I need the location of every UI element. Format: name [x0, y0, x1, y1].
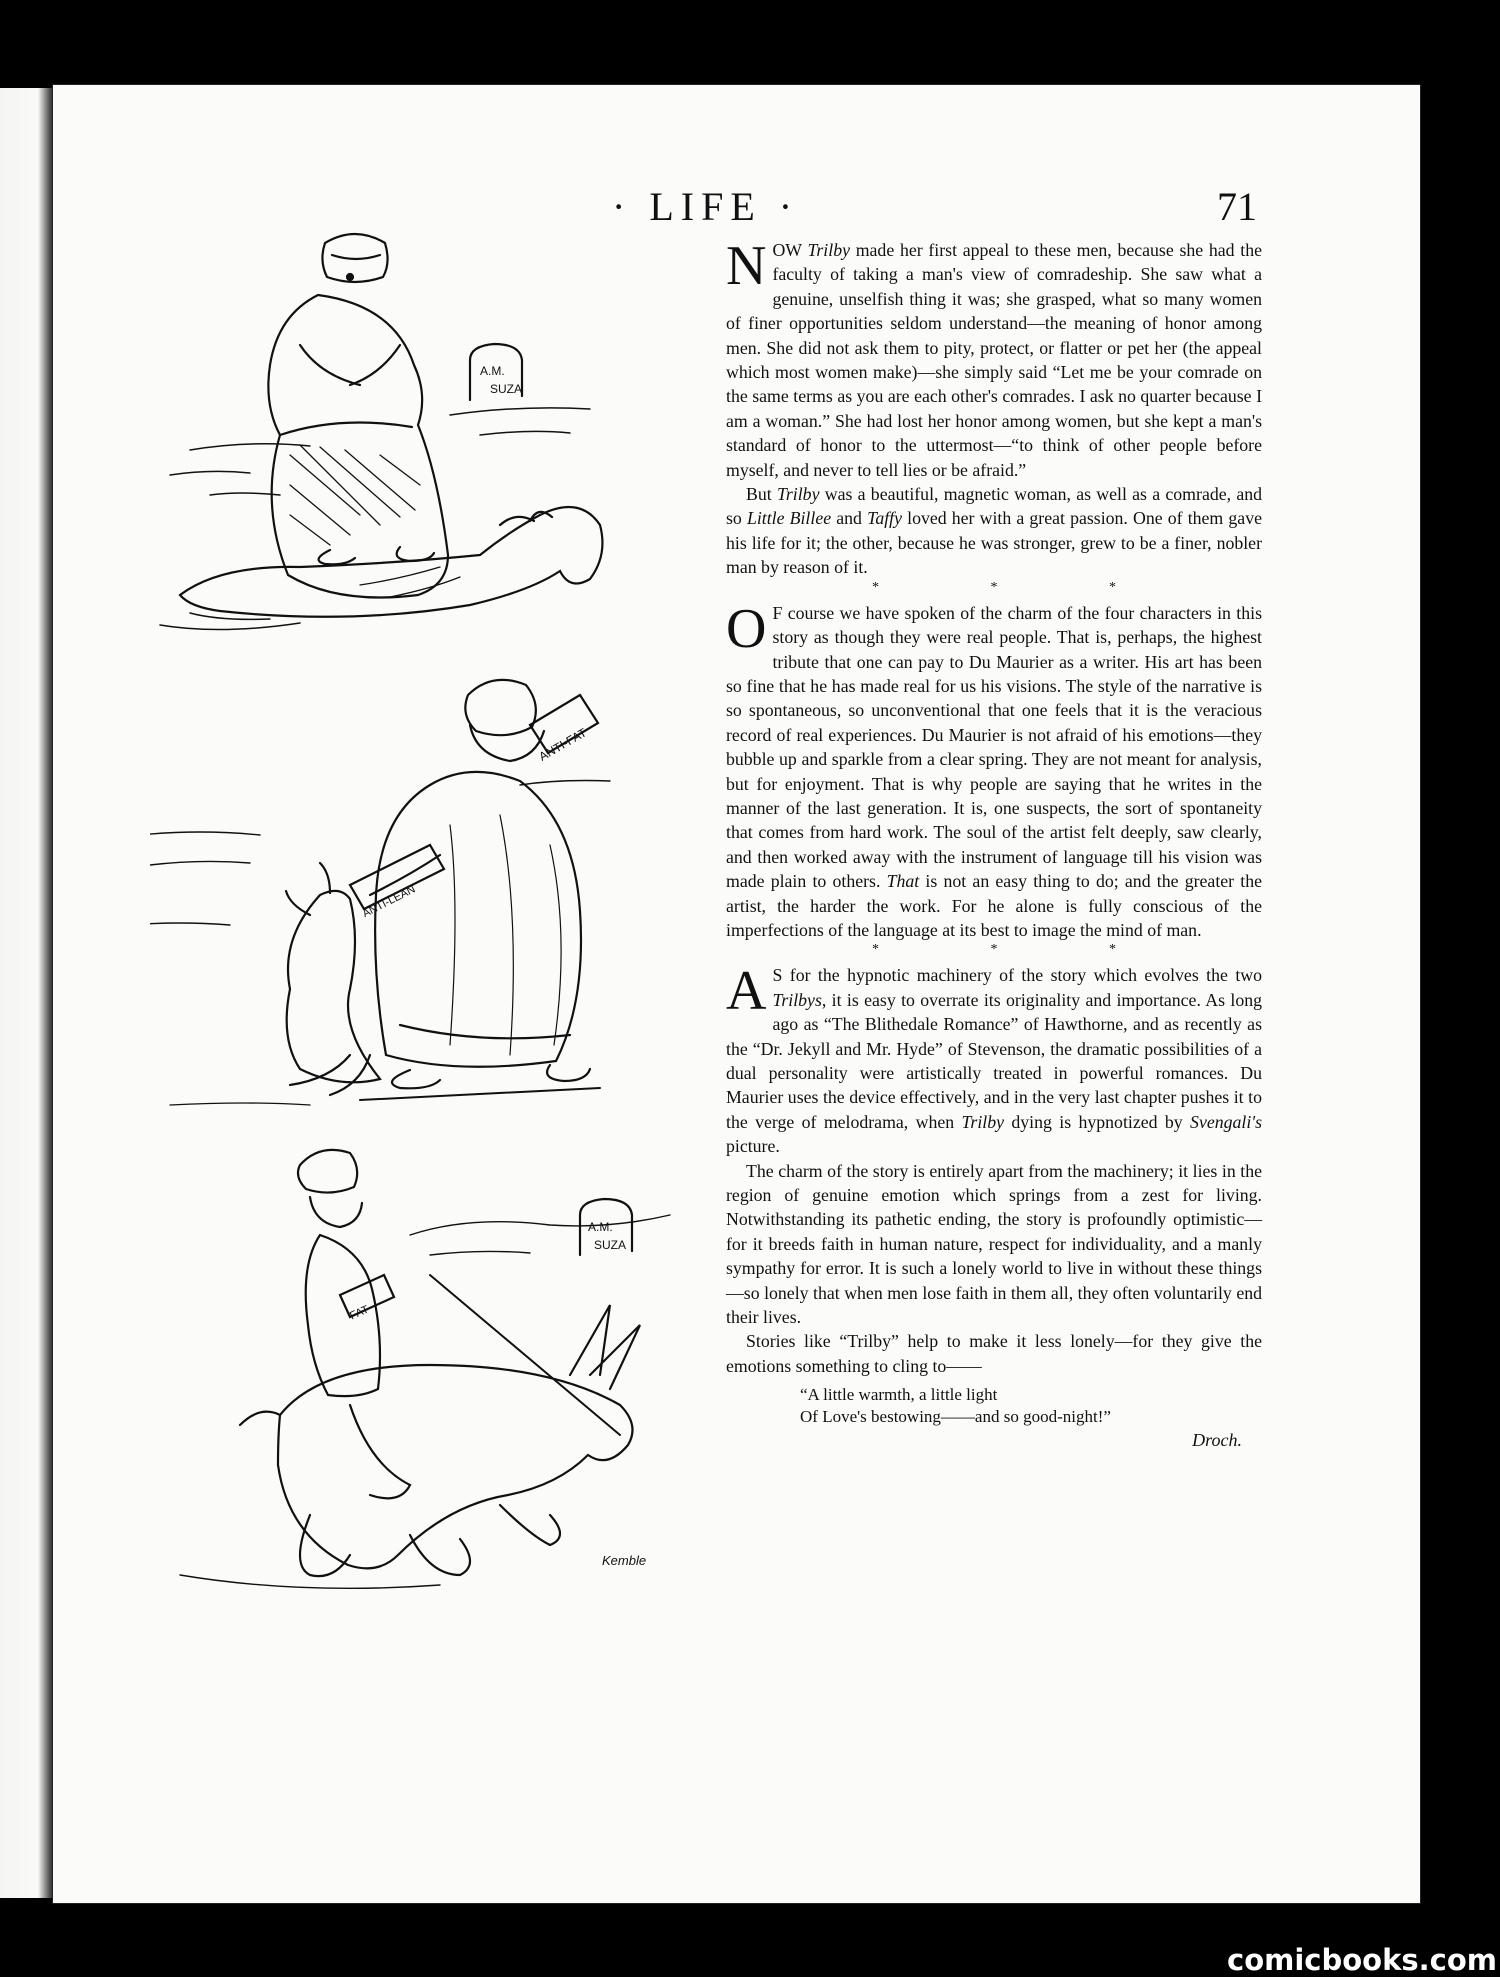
- page-number: 71: [1217, 184, 1257, 229]
- label-anti-lean: ANTI-LEAN: [360, 883, 418, 921]
- closing-verse: [800, 1384, 1262, 1428]
- panel-2-cartoon: [150, 680, 610, 1105]
- verse-line-1: “A little warmth, a little light: [800, 1385, 998, 1405]
- tombstone-3-line2: SUZA: [594, 1238, 627, 1252]
- paragraph-4-text: S for the hypnotic machinery of the story which evolves the two Trilbys, it is easy to overrate its originality and importance. As long ago as “The Blithedale Romance” of Hawthorne, and as recently as the “Dr. Jekyll and Mr. Hyde” of Stevenson, the dramatic possibilities of a dual personality were artistically treated in powerful romances. Du Maurier uses the device effectively, and in the very last chapter pushes it to the verge of melodrama, when Trilby dying is hypnotized by Svengali's picture.: [726, 965, 1262, 1157]
- verse-line-2: Of Love's bestowing——and so good-night!”: [800, 1407, 1111, 1427]
- article: [726, 235, 1262, 1453]
- paragraph-5: The charm of the story is entirely apart from the machinery; it lies in the region of genuine emotion which springs from a zest for living. Notwithstanding its pathetic ending, the story is profoundly optimistic—for it breeds faith in human nature, respect for individuality, and a manly sympathy for error. It is such a lonely world to live in without these things—so lonely that when men lose faith in them all, they often voluntarily end their lives.: [726, 1160, 1262, 1328]
- tombstone-1-line1: A.M.: [480, 364, 505, 378]
- tombstone-3-line1: A.M.: [588, 1220, 613, 1234]
- paragraph-4: [726, 960, 1262, 1158]
- section-divider-1: * * *: [872, 579, 1170, 595]
- paragraph-6: Stories like “Trilby” help to make it less lonely—for they give the emotions something to cling to——: [726, 1331, 1262, 1376]
- panel-3-cartoon: [180, 1150, 670, 1588]
- panel-1-cartoon: [160, 234, 602, 630]
- drop-cap-n: N: [726, 235, 767, 297]
- cartoon-illustrations: [150, 225, 700, 1675]
- book-spine-shadow: [0, 88, 60, 1898]
- cartoon-svg: [150, 225, 700, 1675]
- paragraph-2: But Trilby was a beautiful, magnetic woman, as well as a comrade, and so Little Billee and Taffy loved her with a great passion. One of them gave his life for it; the other, because he was stronger, grew to be a finer, nobler man by reason of it.: [726, 484, 1262, 578]
- artist-signature: Kemble: [602, 1553, 647, 1568]
- watermark: comicbooks.com: [1227, 1943, 1497, 1977]
- author-signature: Droch.: [1192, 1430, 1242, 1451]
- paragraph-1-text: OW Trilby made her first appeal to these men, because she had the faculty of taking a man's view of comradeship. She saw what a genuine, unselfish thing it was; she grasped, what so many women of finer opportunities seldom understand—the meaning of honor among men. She did not ask them to pity, protect, or flatter or pet her (the appeal which most women make)—she simply said “Let me be your comrade on the same terms as you are each other's comrades. I ask no quarter because I am a woman.” She had lost her honor among women, but she kept a man's standard of honor to the uttermost—“to think of other people before myself, and never to tell lies or be afraid.”: [726, 240, 1262, 480]
- paragraph-1: [726, 235, 1262, 482]
- masthead: · LIFE ·: [612, 184, 800, 229]
- section-divider-2: * * *: [872, 942, 1170, 958]
- paragraph-3-text: F course we have spoken of the charm of the four characters in this story as though they were real people. That is, perhaps, the highest tribute that one can pay to Du Maurier as a writer. His art has been so fine that he has made real for us his visions. The style of the narrative is so spontaneous, so unconventional that one feels that it is the veracious record of real experiences. Du Maurier is not afraid of his emotions—they bubble up and sparkle from a clear spring. They are not meant for analysis, but for enjoyment. That is why people are saying that he writes in the manner of the last generation. It is, one suspects, the sort of spontaneity that comes from hard work. The soul of the artist felt deeply, saw clearly, and then worked away with the instrument of language till his vision was made plain to others. That is not an easy thing to do; and the greater the artist, the harder the work. For he alone is fully conscious of the imperfections of the language at its best to image the mind of man.: [726, 602, 1262, 940]
- drop-cap-o: O: [726, 597, 767, 660]
- drop-cap-a: A: [726, 960, 767, 1023]
- paragraph-3: [726, 597, 1262, 943]
- label-anti-fat: ANTI-FAT: [536, 725, 589, 764]
- label-fat: FAT: [348, 1303, 371, 1323]
- tombstone-1-line2: SUZA: [490, 382, 523, 396]
